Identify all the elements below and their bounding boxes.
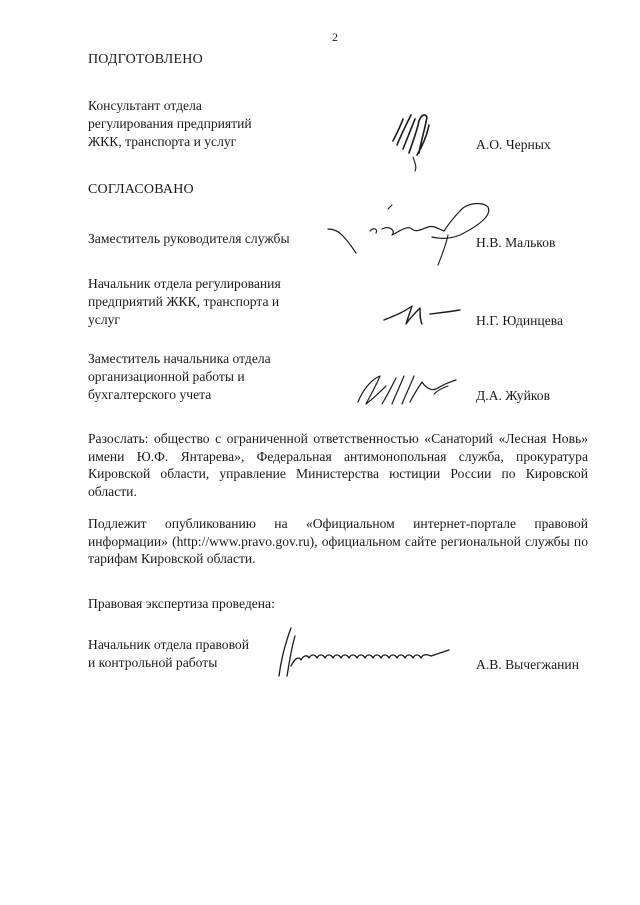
signature-vychegzhanin (265, 620, 455, 680)
agreed-signatory-2-name: Н.Г. Юдинцева (476, 313, 564, 328)
agreed-signatory-3-name: Д.А. Жуйков (476, 388, 551, 403)
distribution-paragraph: Разослать: общество с ограниченной ответственностью «Санаторий «Лесная Новь» имени Ю.Ф. Янтарева», Федеральная антимонопольная служба, прокуратура Кировской области, управление Министерства юстиции России по Кировской области. (88, 431, 588, 499)
legal-review-name: А.В. Вычегжанин (476, 657, 579, 672)
agreed-signatory-1-position: Заместитель руководителя службы (88, 231, 290, 246)
prepared-position-line-3: ЖКК, транспорта и услуг (88, 134, 237, 149)
agreed-signatory-3-position-line-3: бухгалтерского учета (88, 387, 212, 402)
signature-yudintseva (380, 296, 470, 331)
page-number: 2 (332, 30, 338, 44)
prepared-name: А.О. Черных (476, 137, 551, 152)
publication-paragraph: Подлежит опубликованию на «Официальном интернет-портале правовой информации» (http://www.pravo.gov.ru), официальном сайте региональной службы по тарифам Кировской области. (88, 516, 588, 566)
signature-zhuykov (352, 366, 472, 411)
signature-malkov (320, 195, 500, 270)
agreed-signatory-2-position-line-3: услуг (88, 312, 120, 327)
agreed-signatory-1-name: Н.В. Мальков (476, 235, 556, 250)
agreed-signatory-2-position-line-1: Начальник отдела регулирования (88, 276, 281, 291)
agreed-signatory-3-position-line-1: Заместитель начальника отдела (88, 351, 271, 366)
legal-review-statement: Правовая экспертиза проведена: (88, 596, 275, 611)
legal-review-position-line-2: и контрольной работы (88, 655, 218, 670)
prepared-heading: ПОДГОТОВЛЕНО (88, 52, 203, 67)
prepared-position-line-2: регулирования предприятий (88, 116, 252, 131)
legal-review-position-line-1: Начальник отдела правовой (88, 637, 250, 652)
agreed-signatory-2-position-line-2: предприятий ЖКК, транспорта и (88, 294, 280, 309)
signature-cherny (385, 105, 455, 175)
prepared-position-line-1: Консультант отдела (88, 98, 202, 113)
agreed-signatory-3-position-line-2: организационной работы и (88, 369, 245, 384)
agreed-heading: СОГЛАСОВАНО (88, 182, 194, 197)
